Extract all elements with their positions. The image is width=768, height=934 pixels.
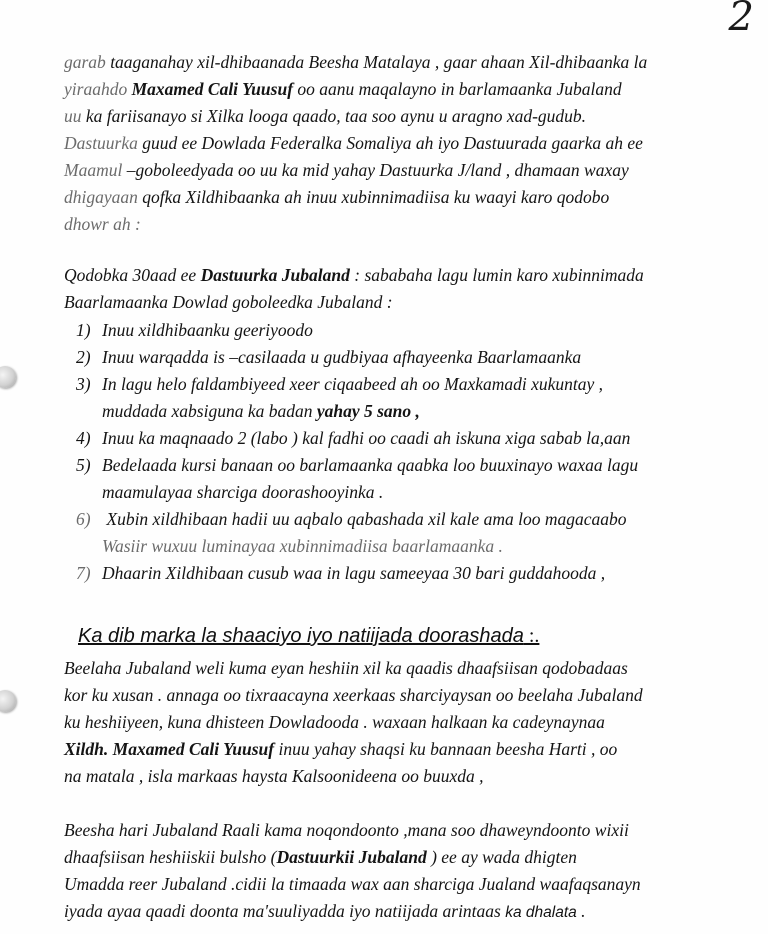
list-item-text: Xubin xildhibaan hadii uu aqbalo qabashada xil kale ama loo magacaabo (102, 509, 627, 529)
list-item-continuation: maamulayaa sharciga doorashooyinka . (102, 482, 384, 502)
list-item-text: Inuu xildhibaanku geeriyoodo (102, 320, 313, 340)
text-line-fragment: . (576, 901, 586, 921)
text-line-fragment: : sababaha lagu lumin karo xubinnimada (349, 265, 644, 285)
list-item (76, 425, 638, 452)
constitution-name: Dastuurka Jubaland (200, 265, 350, 285)
list-item-text: Inuu warqadda is –casilaada u gudbiyaa afhayeenka Baarlamaanka (102, 347, 582, 367)
paragraph-after-election (64, 655, 643, 790)
text-line-fragment: ) ee ay wada dhigten (426, 847, 577, 867)
person-name: Xildh. Maxamed Cali Yuusuf (64, 739, 275, 759)
text-line-fragment: ka fariisanayo si Xilka looga qaado, taa soo aynu u aragno xad-gudub. (81, 106, 587, 126)
paragraph-intro (64, 49, 647, 238)
text-line-fragment: Qodobka 30aad ee (64, 265, 201, 285)
text-line (64, 844, 641, 871)
text-line-fragment: garab (64, 52, 106, 72)
text-line-fragment: uu (64, 106, 82, 126)
list-item (76, 452, 638, 506)
list-item (76, 560, 638, 587)
text-line (64, 736, 643, 763)
text-line-fragment: dhowr ah : (64, 214, 141, 234)
person-name: Maxamed Cali Yuusuf (131, 79, 294, 99)
section-heading-text: Ka dib marka la shaaciyo iyo natiijada doorashada (78, 625, 524, 647)
text-line-fragment: inuu yahay shaqsi ku bannaan beesha Harti , oo (274, 739, 618, 759)
text-line-fragment: dhaafsiisan heshiiskii bulsho ( (64, 847, 277, 867)
list-item (76, 344, 638, 371)
text-line: kor ku xusan . annaga oo tixraacayna xeerkaas sharciyaysan oo beelaha Jubaland (64, 685, 643, 705)
text-line-fragment: iyada ayaa qaadi doonta ma'suuliyadda iyo natiijada arintaas (64, 901, 506, 921)
text-line-fragment: guud ee Dowlada Federalka Somaliya ah iyo Dastuurada gaarka ah ee (137, 133, 643, 153)
text-line-fragment: dhigayaan (64, 187, 138, 207)
text-line: Beelaha Jubaland weli kuma eyan heshiin xil ka qaadis dhaafsiisan qodobadaas (64, 658, 628, 678)
text-line-fragment: –goboleedyada oo uu ka mid yahay Dastuurka J/land , dhamaan waxay (122, 160, 629, 180)
numbered-list (76, 317, 638, 587)
list-item-emphasis: yahay 5 sano , (316, 401, 420, 421)
text-line: Beesha hari Jubaland Raali kama noqondoonto ,mana soo dhaweyndoonto wixii (64, 820, 629, 840)
text-line-fragment: yiraahdo (64, 79, 132, 99)
text-line: ku heshiiyeen, kuna dhisteen Dowladooda . waxaan halkaan ka cadeynaynaa (64, 712, 605, 732)
section-heading-tail: :. (523, 625, 540, 647)
text-line (64, 157, 647, 184)
list-item-continuation (76, 398, 638, 425)
list-number: 3) (76, 374, 91, 394)
list-number: 6) (76, 509, 91, 529)
list-item (76, 317, 638, 344)
text-line: Baarlamaanka Dowlad goboleedka Jubaland : (64, 292, 393, 312)
list-item (76, 506, 638, 560)
list-number: 1) (76, 320, 91, 340)
text-line-fragment: oo aanu maqalayno in barlamaanka Jubaland (293, 79, 622, 99)
punch-hole-lower (0, 690, 16, 712)
list-item (76, 371, 638, 425)
text-line (64, 184, 647, 211)
text-line (64, 103, 647, 130)
list-number: 2) (76, 347, 91, 367)
text-line (64, 211, 647, 238)
list-item-continuation: Wasiir wuxuu luminayaa xubinnimadiisa baarlamaanka . (102, 536, 503, 556)
text-line-fragment: ka dhalata (505, 904, 577, 921)
text-line-fragment: Maamul (64, 160, 123, 180)
page-number: 2 (728, 0, 754, 40)
list-item-text: muddada xabsiguna ka badan (102, 401, 317, 421)
text-line (64, 898, 641, 926)
list-item-text: Dhaarin Xildhibaan cusub waa in lagu sameeyaa 30 bari guddahooda , (102, 563, 606, 583)
paragraph-article-30 (64, 262, 644, 316)
list-number: 5) (76, 455, 91, 475)
punch-hole-upper (0, 366, 16, 388)
section-heading (78, 625, 539, 648)
text-line: Umadda reer Jubaland .cidii la timaada wax aan sharciga Jualand waafaqsanayn (64, 874, 641, 894)
paragraph-conclusion (64, 817, 641, 926)
constitution-name: Dastuurkii Jubaland (276, 847, 427, 867)
text-line (64, 130, 647, 157)
list-item-text: Inuu ka maqnaado 2 (labo ) kal fadhi oo caadi ah iskuna xiga sabab la,aan (102, 428, 631, 448)
text-line-fragment: taaganahay xil-dhibaanada Beesha Matalaya , gaar ahaan Xil-dhibaanka la (110, 52, 648, 72)
text-line: na matala , isla markaas haysta Kalsoonideena oo buuxda , (64, 766, 484, 786)
list-item-text: In lagu helo faldambiyeed xeer ciqaabeed ah oo Maxkamadi xukuntay , (102, 374, 604, 394)
text-line (64, 76, 647, 103)
text-line-fragment: Dastuurka (64, 133, 138, 153)
list-number: 4) (76, 428, 91, 448)
text-line (64, 49, 647, 76)
list-item-text: Bedelaada kursi banaan oo barlamaanka qaabka loo buuxinayo waxaa lagu (102, 455, 639, 475)
text-line-fragment: qofka Xildhibaanka ah inuu xubinnimadiisa ku waayi karo qodobo (137, 187, 610, 207)
text-line (64, 262, 644, 289)
list-number: 7) (76, 563, 91, 583)
